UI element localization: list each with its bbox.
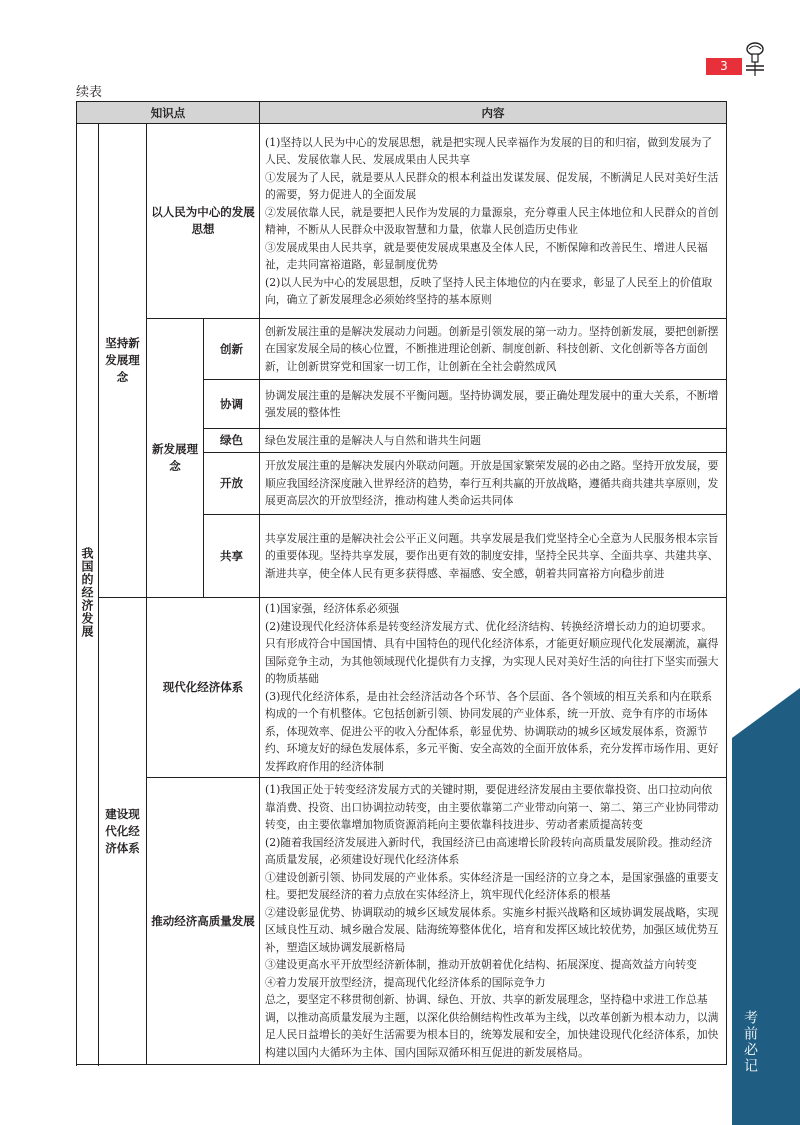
header-knowledge: 知识点 bbox=[77, 102, 260, 124]
openness-label: 开放 bbox=[204, 453, 260, 515]
people-centered-label: 以人民为中心的发展思想 bbox=[147, 124, 260, 319]
table-row bbox=[77, 319, 727, 380]
table-row bbox=[77, 124, 727, 319]
modern-economy-content: (1)国家强，经济体系必须强 (2)建设现代化经济体系是转变经济发展方式、优化经济结构、转换经济增长动力的迫切要求。只有形成符合中国国情、具有中国特色的现代化经济体系，才能更好顺应现代化发展潮流，赢得国际竞争主动，为其他领域现代化提供有力支撑，为实现人民对美好生活的向往打下坚实而强大的物质基础 (3)现代化经济体系，是由社会经济活动各个环节、各个层面、各个领域的相互关系和内在联系构成的一个有机整体。它包括创新引领、协同发展的产业体系，统一开放、竞争有序的市场体系，体现效率、促进公平的收入分配体系，彰显优势、协调联动的城乡区域发展体系，资源节约、环境友好的绿色发展体系，多元平衡、安全高效的全面开放体系，充分发挥市场作用、更好发挥政府作用的经济体制 bbox=[260, 598, 727, 778]
table-row bbox=[77, 598, 727, 778]
sharing-content: 共享发展注重的是解决社会公平正义问题。共享发展是我们党坚持全心全意为人民服务根本宗旨的重要体现。坚持共享发展，要作出更有效的制度安排，坚持全民共享、全面共享、共建共享、渐进共享，使全体人民有更多获得感、幸福感、安全感，朝着共同富裕方向稳步前进 bbox=[260, 515, 727, 598]
level2-label-modern-economy: 建设现代化经济体系 bbox=[99, 598, 147, 1065]
modern-economy-label: 现代化经济体系 bbox=[147, 598, 260, 778]
knowledge-table bbox=[76, 101, 727, 1065]
side-label: 考前必记 bbox=[742, 1010, 758, 1074]
sharing-label: 共享 bbox=[204, 515, 260, 598]
table-row bbox=[77, 778, 727, 1065]
new-dev-concept-label: 新发展理念 bbox=[147, 319, 204, 598]
green-label: 绿色 bbox=[204, 429, 260, 453]
lightbulb-icon bbox=[744, 40, 770, 82]
level2-label-new-dev: 坚持新发展理念 bbox=[99, 124, 147, 598]
innovation-label: 创新 bbox=[204, 319, 260, 380]
page-number: 3 bbox=[706, 58, 742, 75]
high-quality-dev-label: 推动经济高质量发展 bbox=[147, 778, 260, 1065]
green-content: 绿色发展注重的是解决人与自然和谐共生问题 bbox=[260, 429, 727, 453]
innovation-content: 创新发展注重的是解决发展动力问题。创新是引领发展的第一动力。坚持创新发展，要把创新摆在国家发展全局的核心位置，不断推进理论创新、制度创新、科技创新、文化创新等各方面创新，让创新贯穿党和国家一切工作，让创新在全社会蔚然成风 bbox=[260, 319, 727, 380]
coordination-label: 协调 bbox=[204, 380, 260, 429]
header-content: 内容 bbox=[260, 102, 727, 124]
table-header-row bbox=[77, 102, 727, 124]
high-quality-dev-content: (1)我国正处于转变经济发展方式的关键时期，要促进经济发展由主要依靠投资、出口拉动向依靠消费、投资、出口协调拉动转变，由主要依靠第二产业带动向第一、第二、第三产业协同带动转变，由主要依靠增加物质资源消耗向主要依靠科技进步、劳动者素质提高转变 (2)随着我国经济发展进入新时代，我国经济已由高速增长阶段转向高质量发展阶段。推动经济高质量发展，必须建设好现代化经济体系 ①建设创新引领、协同发展的产业体系。实体经济是一国经济的立身之本，是国家强盛的重要支柱。要把发展经济的着力点放在实体经济上，筑牢现代化经济体系的根基 ②建设彰显优势、协调联动的城乡区域发展体系。实施乡村振兴战略和区域协调发展战略，实现区域良性互动、城乡融合发展、陆海统筹整体优化，培育和发挥区域比较优势，加强区域优势互补，塑造区域协调发展新格局 ③建设更高水平开放型经济新体制，推动开放朝着优化结构、拓展深度、提高效益方向转变 ④着力发展开放型经济，提高现代化经济体系的国际竞争力 总之，要坚定不移贯彻创新、协调、绿色、开放、共享的新发展理念，坚持稳中求进工作总基调，以推动高质量发展为主题，以深化供给侧结构性改革为主线，以改革创新为根本动力，以满足人民日益增长的美好生活需要为根本目的，统筹发展和安全，加快建设现代化经济体系，加快构建以国内大循环为主体、国内国际双循环相互促进的新发展格局。 bbox=[260, 778, 727, 1065]
people-centered-content: (1)坚持以人民为中心的发展思想，就是把实现人民幸福作为发展的目的和归宿，做到发展为了人民、发展依靠人民、发展成果由人民共享 ①发展为了人民，就是要从人民群众的根本利益出发谋发展、促发展，不断满足人民对美好生活的需要，努力促进人的全面发展 ②发展依靠人民，就是要把人民作为发展的力量源泉，充分尊重人民主体地位和人民群众的首创精神，不断从人民群众中汲取智慧和力量，依靠人民创造历史伟业 ③发展成果由人民共享，就是要使发展成果惠及全体人民，不断保障和改善民生、增进人民福祉，走共同富裕道路，彰显制度优势 (2)以人民为中心的发展思想，反映了坚持人民主体地位的内在要求，彰显了人民至上的价值取向，确立了新发展理念必须始终坚持的基本原则 bbox=[260, 124, 727, 319]
coordination-content: 协调发展注重的是解决发展不平衡问题。坚持协调发展，要正确处理发展中的重大关系，不断增强发展的整体性 bbox=[260, 380, 727, 429]
openness-content: 开放发展注重的是解决发展内外联动问题。开放是国家繁荣发展的必由之路。坚持开放发展，要顺应我国经济深度融入世界经济的趋势，奉行互利共赢的开放战略，遵循共商共建共享原则，发展更高层次的开放型经济，推动构建人类命运共同体 bbox=[260, 453, 727, 515]
continued-label: 续表 bbox=[76, 85, 103, 100]
level1-label: 我国的经济发展 bbox=[77, 124, 99, 1065]
